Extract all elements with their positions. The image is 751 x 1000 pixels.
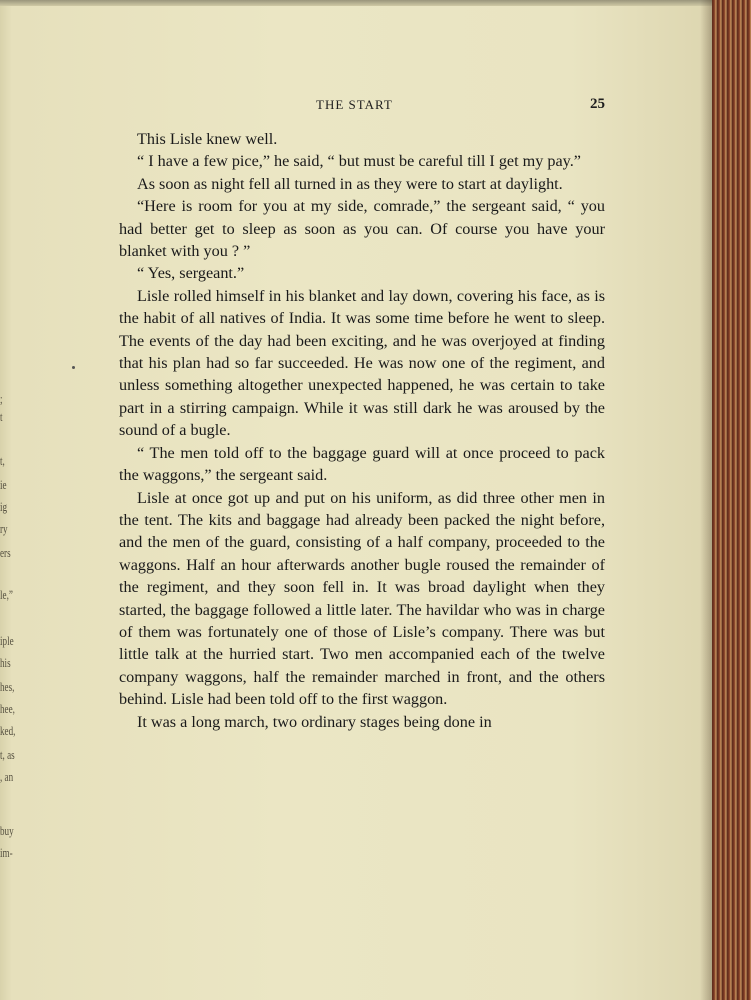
- page-number: 25: [590, 96, 605, 112]
- fragment: ;: [0, 391, 3, 406]
- fragment: , an: [0, 769, 14, 784]
- fragment: le,”: [0, 587, 13, 602]
- fragment: im-: [0, 845, 13, 860]
- page-top-edge: [0, 0, 712, 6]
- fragment: t: [0, 409, 3, 424]
- page-header: [316, 97, 605, 117]
- paragraph: “ Yes, sergeant.”: [137, 264, 245, 283]
- fragment: hes,: [0, 679, 15, 694]
- fragment: t, as: [0, 747, 15, 762]
- book-spine-page-edges: [712, 0, 751, 1000]
- fragment: his: [0, 655, 11, 670]
- paragraph: Lisle rolled himself in his blanket and lay down, covering his face, as is the habit of all natives of India. It was some time before he went to sleep. The events of the day had been exciting, and he was overjoyed at finding that his plan had so far succeeded. He was now one of the regiment, and unless something altogether unexpected happened, he was certain to take part in a stirring campaign. While it was still dark he was aroused by the sound of a bugle.: [119, 286, 605, 440]
- paragraph: “ I have a few pice,” he said, “ but must be careful till I get my pay.”: [137, 152, 581, 171]
- fragment: ry: [0, 521, 8, 536]
- paragraph: Lisle at once got up and put on his uniform, as did three other men in the tent. The kits and baggage had already been packed the night before, and the men of the guard, consisting of a half company, proceeded to the waggons. Half an hour afterwards another bugle roused the remainder of the regiment, and they soon fell in. It was broad daylight when they started, the baggage followed a little later. The havildar who was in charge of them was fortunately one of those of Lisle’s company. There was but little talk at the hurried start. Two men accompanied each of the twelve company waggons, half the remainder marched in front, and the others behind. Lisle had been told off to the first waggon.: [119, 488, 605, 709]
- fragment: ers: [0, 545, 11, 560]
- running-title: THE START: [316, 97, 393, 112]
- fragment: iple: [0, 633, 14, 648]
- fragment: buy: [0, 823, 14, 838]
- paragraph: This Lisle knew well.: [137, 130, 278, 148]
- fragment: ked,: [0, 723, 16, 738]
- fragment: hee,: [0, 701, 15, 716]
- fragment: t,: [0, 453, 5, 468]
- fragment: ie: [0, 477, 7, 492]
- fragment: ig: [0, 499, 8, 514]
- paragraph: “Here is room for you at my side, comrade,” the sergeant said, “ you had better get to sleep as soon as you can. Of course you have your blanket with you ? ”: [119, 197, 605, 261]
- paragraph: As soon as night fell all turned in as they were to start at daylight.: [137, 174, 563, 193]
- body-text: [119, 128, 605, 733]
- printing-speck: [72, 366, 75, 369]
- paragraph: It was a long march, two ordinary stages being done in: [137, 712, 492, 731]
- paragraph: “ The men told off to the baggage guard will at once proceed to pack the waggons,” the sergeant said.: [119, 443, 605, 485]
